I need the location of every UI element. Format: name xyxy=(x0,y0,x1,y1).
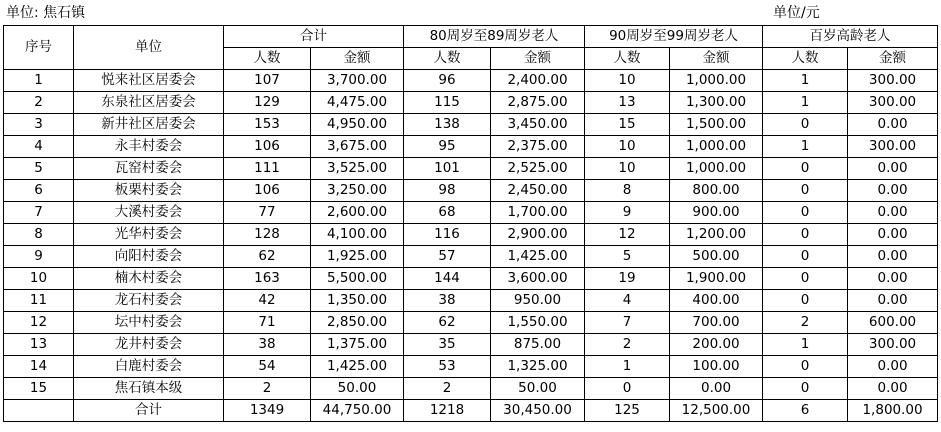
seq-cell: 5 xyxy=(4,158,74,180)
total-amount-cell: 3,700.00 xyxy=(311,70,404,92)
g100-people-cell: 0 xyxy=(763,158,848,180)
total-amount-cell: 4,475.00 xyxy=(311,92,404,114)
total-amount-cell: 3,525.00 xyxy=(311,158,404,180)
g100-people-cell: 0 xyxy=(763,356,848,378)
total-amount-cell: 2,850.00 xyxy=(311,312,404,334)
g80-people-cell: 116 xyxy=(404,224,491,246)
total-amount-cell: 50.00 xyxy=(311,378,404,400)
table-row xyxy=(4,246,938,268)
g90-amount-cell: 1,000.00 xyxy=(670,158,763,180)
seq-cell: 12 xyxy=(4,312,74,334)
totals-label: 合计 xyxy=(74,400,224,422)
seq-cell: 15 xyxy=(4,378,74,400)
g90-people-cell: 4 xyxy=(585,290,670,312)
totals-g80-people: 1218 xyxy=(404,400,491,422)
g90-people-cell: 0 xyxy=(585,378,670,400)
g100-people-cell: 0 xyxy=(763,268,848,290)
table-row xyxy=(4,268,938,290)
total-amount-cell: 3,675.00 xyxy=(311,136,404,158)
subsidy-table xyxy=(3,25,938,422)
total-people-cell: 106 xyxy=(224,136,311,158)
table-row xyxy=(4,224,938,246)
total-amount-cell: 4,950.00 xyxy=(311,114,404,136)
totals-total-amount: 44,750.00 xyxy=(311,400,404,422)
header-people: 人数 xyxy=(585,48,670,70)
g90-amount-cell: 0.00 xyxy=(670,378,763,400)
seq-cell: 13 xyxy=(4,334,74,356)
total-people-cell: 2 xyxy=(224,378,311,400)
total-people-cell: 129 xyxy=(224,92,311,114)
table-row xyxy=(4,114,938,136)
unit-label: 单位: 焦石镇 xyxy=(6,5,86,21)
table-row xyxy=(4,334,938,356)
totals-g90-people: 125 xyxy=(585,400,670,422)
g90-people-cell: 9 xyxy=(585,202,670,224)
total-amount-cell: 5,500.00 xyxy=(311,268,404,290)
g100-amount-cell: 300.00 xyxy=(848,70,938,92)
total-amount-cell: 4,100.00 xyxy=(311,224,404,246)
unit-cell: 向阳村委会 xyxy=(74,246,224,268)
seq-cell: 2 xyxy=(4,92,74,114)
total-people-cell: 42 xyxy=(224,290,311,312)
totals-total-people: 1349 xyxy=(224,400,311,422)
g80-people-cell: 98 xyxy=(404,180,491,202)
g100-people-cell: 0 xyxy=(763,246,848,268)
g100-amount-cell: 0.00 xyxy=(848,224,938,246)
g90-people-cell: 13 xyxy=(585,92,670,114)
g80-people-cell: 57 xyxy=(404,246,491,268)
header-group-80-89: 80周岁至89周岁老人 xyxy=(404,26,585,48)
g90-amount-cell: 800.00 xyxy=(670,180,763,202)
g90-amount-cell: 1,200.00 xyxy=(670,224,763,246)
table-row xyxy=(4,70,938,92)
g80-amount-cell: 2,875.00 xyxy=(491,92,585,114)
g100-amount-cell: 0.00 xyxy=(848,114,938,136)
unit-cell: 白鹿村委会 xyxy=(74,356,224,378)
unit-cell: 板栗村委会 xyxy=(74,180,224,202)
seq-cell: 7 xyxy=(4,202,74,224)
g100-amount-cell: 0.00 xyxy=(848,202,938,224)
g90-people-cell: 10 xyxy=(585,158,670,180)
g80-people-cell: 35 xyxy=(404,334,491,356)
g80-people-cell: 144 xyxy=(404,268,491,290)
unit-cell: 龙石村委会 xyxy=(74,290,224,312)
total-people-cell: 153 xyxy=(224,114,311,136)
table-head xyxy=(4,26,938,70)
header-amount: 金额 xyxy=(491,48,585,70)
g100-amount-cell: 600.00 xyxy=(848,312,938,334)
total-amount-cell: 2,600.00 xyxy=(311,202,404,224)
g80-people-cell: 2 xyxy=(404,378,491,400)
report-header xyxy=(0,0,941,25)
total-people-cell: 107 xyxy=(224,70,311,92)
g90-amount-cell: 900.00 xyxy=(670,202,763,224)
total-people-cell: 128 xyxy=(224,224,311,246)
g80-people-cell: 68 xyxy=(404,202,491,224)
g100-amount-cell: 300.00 xyxy=(848,136,938,158)
seq-cell: 1 xyxy=(4,70,74,92)
header-amount: 金额 xyxy=(848,48,938,70)
table-row xyxy=(4,158,938,180)
seq-cell: 10 xyxy=(4,268,74,290)
header-amount: 金额 xyxy=(670,48,763,70)
g80-people-cell: 38 xyxy=(404,290,491,312)
g100-people-cell: 1 xyxy=(763,92,848,114)
g80-people-cell: 138 xyxy=(404,114,491,136)
g80-amount-cell: 1,325.00 xyxy=(491,356,585,378)
seq-cell: 3 xyxy=(4,114,74,136)
g90-amount-cell: 1,000.00 xyxy=(670,70,763,92)
g100-people-cell: 1 xyxy=(763,70,848,92)
unit-cell: 楠木村委会 xyxy=(74,268,224,290)
header-people: 人数 xyxy=(404,48,491,70)
totals-g90-amount: 12,500.00 xyxy=(670,400,763,422)
g90-people-cell: 2 xyxy=(585,334,670,356)
table-row xyxy=(4,180,938,202)
g100-people-cell: 0 xyxy=(763,290,848,312)
unit-cell: 大溪村委会 xyxy=(74,202,224,224)
unit-cell: 坛中村委会 xyxy=(74,312,224,334)
seq-cell: 8 xyxy=(4,224,74,246)
table-row xyxy=(4,136,938,158)
total-amount-cell: 1,425.00 xyxy=(311,356,404,378)
g80-amount-cell: 2,400.00 xyxy=(491,70,585,92)
currency-label: 单位/元 xyxy=(773,5,820,21)
g90-people-cell: 10 xyxy=(585,136,670,158)
total-people-cell: 106 xyxy=(224,180,311,202)
seq-cell: 6 xyxy=(4,180,74,202)
g80-amount-cell: 1,700.00 xyxy=(491,202,585,224)
g100-people-cell: 0 xyxy=(763,180,848,202)
g90-people-cell: 8 xyxy=(585,180,670,202)
g100-people-cell: 0 xyxy=(763,224,848,246)
g90-amount-cell: 1,900.00 xyxy=(670,268,763,290)
g80-people-cell: 115 xyxy=(404,92,491,114)
total-people-cell: 54 xyxy=(224,356,311,378)
g90-amount-cell: 1,000.00 xyxy=(670,136,763,158)
totals-g100-people: 6 xyxy=(763,400,848,422)
seq-cell: 14 xyxy=(4,356,74,378)
totals-row xyxy=(4,400,938,422)
unit-cell: 东泉社区居委会 xyxy=(74,92,224,114)
unit-cell: 新井社区居委会 xyxy=(74,114,224,136)
g90-amount-cell: 700.00 xyxy=(670,312,763,334)
table-body xyxy=(4,70,938,400)
total-amount-cell: 3,250.00 xyxy=(311,180,404,202)
header-group-100: 百岁高龄老人 xyxy=(763,26,938,48)
g80-people-cell: 101 xyxy=(404,158,491,180)
total-amount-cell: 1,350.00 xyxy=(311,290,404,312)
g80-amount-cell: 3,450.00 xyxy=(491,114,585,136)
g100-people-cell: 1 xyxy=(763,334,848,356)
header-unit: 单位 xyxy=(74,26,224,70)
unit-cell: 瓦窑村委会 xyxy=(74,158,224,180)
totals-g100-amount: 1,800.00 xyxy=(848,400,938,422)
g90-amount-cell: 400.00 xyxy=(670,290,763,312)
g90-people-cell: 19 xyxy=(585,268,670,290)
g90-amount-cell: 100.00 xyxy=(670,356,763,378)
total-people-cell: 71 xyxy=(224,312,311,334)
unit-cell: 永丰村委会 xyxy=(74,136,224,158)
total-people-cell: 163 xyxy=(224,268,311,290)
table-row xyxy=(4,92,938,114)
table-row xyxy=(4,378,938,400)
g90-amount-cell: 200.00 xyxy=(670,334,763,356)
g80-amount-cell: 50.00 xyxy=(491,378,585,400)
table-row xyxy=(4,356,938,378)
table-row xyxy=(4,312,938,334)
header-amount: 金额 xyxy=(311,48,404,70)
table-row xyxy=(4,202,938,224)
seq-cell: 4 xyxy=(4,136,74,158)
g100-amount-cell: 300.00 xyxy=(848,334,938,356)
g80-people-cell: 96 xyxy=(404,70,491,92)
g90-people-cell: 10 xyxy=(585,70,670,92)
seq-cell: 11 xyxy=(4,290,74,312)
g100-people-cell: 0 xyxy=(763,378,848,400)
unit-cell: 悦来社区居委会 xyxy=(74,70,224,92)
table-foot xyxy=(4,400,938,422)
header-group-total: 合计 xyxy=(224,26,404,48)
g80-people-cell: 62 xyxy=(404,312,491,334)
totals-seq-cell xyxy=(4,400,74,422)
g90-people-cell: 1 xyxy=(585,356,670,378)
g100-amount-cell: 0.00 xyxy=(848,290,938,312)
total-people-cell: 111 xyxy=(224,158,311,180)
g80-people-cell: 95 xyxy=(404,136,491,158)
g80-people-cell: 53 xyxy=(404,356,491,378)
header-group-90-99: 90周岁至99周岁老人 xyxy=(585,26,763,48)
header-people: 人数 xyxy=(224,48,311,70)
total-people-cell: 38 xyxy=(224,334,311,356)
total-people-cell: 77 xyxy=(224,202,311,224)
g80-amount-cell: 2,450.00 xyxy=(491,180,585,202)
g80-amount-cell: 1,425.00 xyxy=(491,246,585,268)
totals-g80-amount: 30,450.00 xyxy=(491,400,585,422)
g100-people-cell: 0 xyxy=(763,202,848,224)
g80-amount-cell: 950.00 xyxy=(491,290,585,312)
table-row xyxy=(4,290,938,312)
g100-amount-cell: 300.00 xyxy=(848,92,938,114)
unit-cell: 焦石镇本级 xyxy=(74,378,224,400)
g80-amount-cell: 875.00 xyxy=(491,334,585,356)
g80-amount-cell: 2,900.00 xyxy=(491,224,585,246)
total-people-cell: 62 xyxy=(224,246,311,268)
g80-amount-cell: 2,525.00 xyxy=(491,158,585,180)
g90-people-cell: 12 xyxy=(585,224,670,246)
total-amount-cell: 1,375.00 xyxy=(311,334,404,356)
g100-amount-cell: 0.00 xyxy=(848,158,938,180)
unit-cell: 光华村委会 xyxy=(74,224,224,246)
g80-amount-cell: 2,375.00 xyxy=(491,136,585,158)
g90-amount-cell: 1,300.00 xyxy=(670,92,763,114)
header-people: 人数 xyxy=(763,48,848,70)
header-seq: 序号 xyxy=(4,26,74,70)
total-amount-cell: 1,925.00 xyxy=(311,246,404,268)
g90-amount-cell: 1,500.00 xyxy=(670,114,763,136)
unit-cell: 龙井村委会 xyxy=(74,334,224,356)
g100-people-cell: 0 xyxy=(763,114,848,136)
g100-amount-cell: 0.00 xyxy=(848,268,938,290)
g80-amount-cell: 1,550.00 xyxy=(491,312,585,334)
g100-amount-cell: 0.00 xyxy=(848,378,938,400)
g90-amount-cell: 500.00 xyxy=(670,246,763,268)
seq-cell: 9 xyxy=(4,246,74,268)
g100-amount-cell: 0.00 xyxy=(848,180,938,202)
g90-people-cell: 5 xyxy=(585,246,670,268)
g100-people-cell: 1 xyxy=(763,136,848,158)
g90-people-cell: 15 xyxy=(585,114,670,136)
g90-people-cell: 7 xyxy=(585,312,670,334)
header-row-groups xyxy=(4,26,938,48)
g100-amount-cell: 0.00 xyxy=(848,246,938,268)
g80-amount-cell: 3,600.00 xyxy=(491,268,585,290)
g100-people-cell: 2 xyxy=(763,312,848,334)
g100-amount-cell: 0.00 xyxy=(848,356,938,378)
